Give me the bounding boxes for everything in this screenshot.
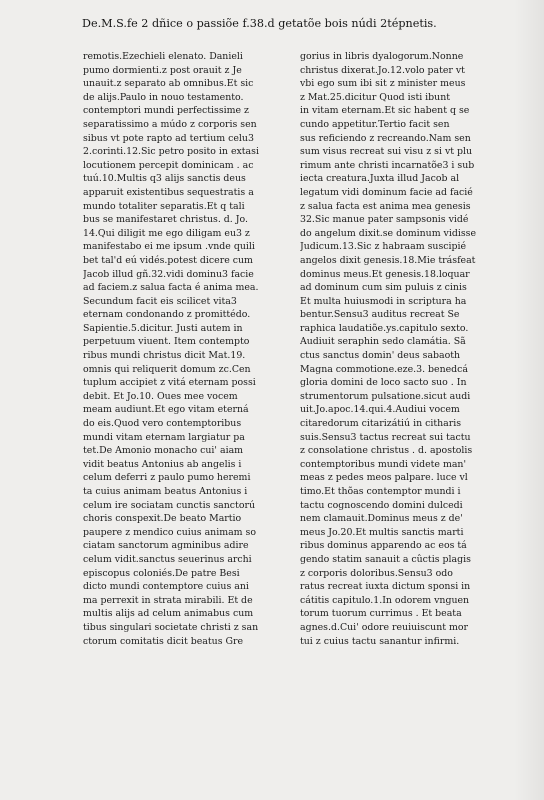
text-line: contemptoribus mundi videte man': [300, 458, 467, 470]
text-line: do angelum dixit.se dominum vidisse: [300, 227, 477, 239]
text-line: ciatam sanctorum agminibus adire: [83, 540, 249, 552]
text-line: omnis qui reliquerit domum zc.Cen: [83, 363, 251, 375]
text-line: tactu cognoscendo domini dulcedi: [300, 499, 463, 511]
text-line: apparuit existentibus sequestratis a: [83, 186, 254, 198]
text-line: celum ire sociatam cunctis sanctorú: [83, 499, 255, 511]
text-line: bet tal'd eú vidés.potest dicere cum: [83, 254, 253, 266]
text-line: ad dominum cum sim puluis z cinis: [300, 282, 467, 294]
text-line: uit.Jo.apoc.14.qui.4.Audiui vocem: [300, 404, 460, 416]
text-line: gloria domini de loco sacto suo . In: [300, 377, 467, 389]
text-line: suis.Sensu3 tactus recreat sui tactu: [300, 431, 471, 443]
text-line: timo.Et thõas contemptor mundi i: [300, 486, 461, 497]
text-line: manifestabo ei me ipsum .vnde quili: [83, 241, 255, 253]
text-line: ribus dominus apparendo ac eos tá: [300, 540, 467, 552]
text-line: cundo appetitur.Tertio facit sen: [300, 118, 450, 130]
text-line: mundo totaliter separatis.Et q tali: [83, 200, 245, 212]
text-line: cátitis capitulo.1.In odorem vnguen: [300, 594, 470, 606]
text-line: Magna commotione.eze.3. benedcá: [300, 363, 469, 375]
text-line: unauit.z separato ab omnibus.Et sic: [83, 78, 254, 90]
left-column: [83, 50, 291, 648]
text-line: ctorum comitatis dicit beatus Gre: [83, 635, 243, 647]
text-line: mundi vitam eternam largiatur pa: [83, 431, 245, 443]
text-line: ribus mundi christus dicit Mat.19.: [83, 350, 246, 362]
text-line: separatissimo a múdo z corporis sen: [83, 118, 257, 130]
text-line: strumentorum pulsatione.sicut audi: [300, 390, 471, 402]
text-line: meas z pedes meos palpare. luce vl: [300, 472, 468, 484]
text-line: dominus meus.Et genesis.18.loquar: [300, 268, 470, 280]
text-line: angelos dixit genesis.18.Mie trásfeat: [300, 254, 476, 266]
text-line: 2.corinti.12.Sic petro posito in extasi: [83, 146, 259, 158]
text-line: paupere z mendico cuius animam so: [83, 526, 257, 538]
text-line: raphica laudatiõe.ys.capitulo sexto.: [300, 322, 469, 334]
text-line: nem clamauit.Dominus meus z de': [300, 513, 463, 525]
text-line: vidit beatus Antonius ab angelis i: [83, 458, 242, 470]
text-line: tui z cuius tactu sanantur infirmi.: [300, 635, 460, 647]
running-head: De.M.S.fe 2 dñice o passiõe f.38.d getatõe bois núdi 2tépnetis.: [82, 17, 437, 30]
text-line: gorius in libris dyalogorum.Nonne: [300, 51, 464, 62]
text-line: bentur.Sensu3 auditus recreat Se: [300, 309, 460, 321]
text-line: ratus recreat iuxta dictum sponsi in: [300, 581, 471, 593]
text-line: tet.De Amonio monacho cui' aiam: [83, 445, 244, 457]
text-line: episcopus coloniés.De patre Besi: [83, 567, 240, 579]
text-line: locutionem percepit dominicam . ac: [83, 159, 254, 171]
text-line: Secundum facit eis scilicet vita3: [83, 295, 237, 307]
text-line: Et multa huiusmodi in scriptura ha: [300, 295, 467, 307]
text-line: agnes.d.Cui' odore reuiuiscunt mor: [300, 621, 469, 633]
text-line: debit. Et Jo.10. Oues mee vocem: [83, 390, 238, 402]
text-line: do eis.Quod vero contemptoribus: [83, 418, 242, 430]
text-line: ad faciem.z salua facta é anima mea.: [83, 282, 259, 294]
text-line: Sapientie.5.dicitur. Justi autem in: [83, 322, 243, 334]
text-line: pumo dormienti.z post orauit z Je: [83, 64, 242, 76]
text-line: remotis.Ezechieli elenato. Danieli: [83, 51, 243, 62]
text-line: tuplum accipiet z vitá eternam possi: [83, 377, 256, 389]
text-line: meam audiunt.Et ego vitam eterná: [83, 404, 249, 416]
text-line: dicto mundi contemptore cuius ani: [83, 581, 249, 593]
text-line: Judicum.13.Sic z habraam suscipié: [300, 241, 467, 253]
text-line: torum tuorum currimus . Et beata: [300, 608, 462, 620]
text-line: multis alijs ad celum animabus cum: [83, 608, 254, 620]
text-line: meus Jo.20.Et multis sanctis marti: [300, 526, 464, 538]
text-line: Audiuit seraphin sedo clamátia. Sã: [300, 336, 466, 348]
text-line: z Mat.25.dicitur Quod isti ibunt: [300, 91, 451, 103]
text-line: ma perrexit in strata mirabili. Et de: [83, 594, 253, 606]
text-line: christus dixerat.Jo.12.volo pater vt: [300, 64, 465, 76]
right-column: [300, 50, 500, 648]
text-line: sus reficiendo z recreando.Nam sen: [300, 132, 471, 144]
text-line: z consolatione christus . d. apostolis: [300, 445, 473, 457]
text-line: eternam condonando z promittédo.: [83, 309, 251, 321]
text-line: sibus vt pote rapto ad tertium celu3: [83, 132, 254, 144]
text-line: gendo statim sanauit a cûctis plagis: [300, 553, 471, 565]
text-line: z salua facta est anima mea genesis: [300, 200, 471, 212]
text-line: perpetuum viuent. Item contempto: [83, 336, 250, 348]
text-line: rimum ante christi incarnatõe3 i sub: [300, 159, 475, 171]
text-line: de alijs.Paulo in nouo testamento.: [83, 91, 244, 103]
text-line: sum visus recreat sui visu z si vt plu: [300, 146, 473, 158]
text-line: bus se manifestaret christus. d. Jo.: [83, 214, 248, 226]
text-line: legatum vidi dominum facie ad facié: [300, 186, 473, 198]
text-line: Jacob illud gñ.32.vidi dominu3 facie: [83, 268, 254, 280]
text-line: citaredorum citarizátiú in citharis: [300, 418, 462, 430]
text-line: 14.Qui diligit me ego diligam eu3 z: [83, 227, 250, 239]
text-line: choris conspexit.De beato Martio: [83, 513, 242, 525]
text-line: celum vidit.sanctus seuerinus archi: [83, 553, 252, 565]
text-line: contemptori mundi perfectissime z: [83, 105, 249, 117]
text-line: tibus singulari societate christi z san: [83, 621, 259, 633]
text-line: 32.Sic manue pater sampsonis vidé: [300, 214, 469, 226]
text-line: z corporis doloribus.Sensu3 odo: [300, 567, 453, 579]
text-line: celum deferri z paulo pumo heremi: [83, 472, 251, 484]
text-line: vbi ego sum ibi sit z minister meus: [300, 78, 466, 90]
text-line: ta cuius animam beatus Antonius i: [83, 486, 248, 497]
text-line: iecta creatura.Juxta illud Jacob al: [300, 173, 460, 185]
text-line: in vitam eternam.Et sic habent q se: [300, 105, 470, 117]
text-line: tuú.10.Multis q3 alijs sanctis deus: [83, 173, 246, 185]
text-line: ctus sanctus domin' deus sabaoth: [300, 350, 461, 362]
